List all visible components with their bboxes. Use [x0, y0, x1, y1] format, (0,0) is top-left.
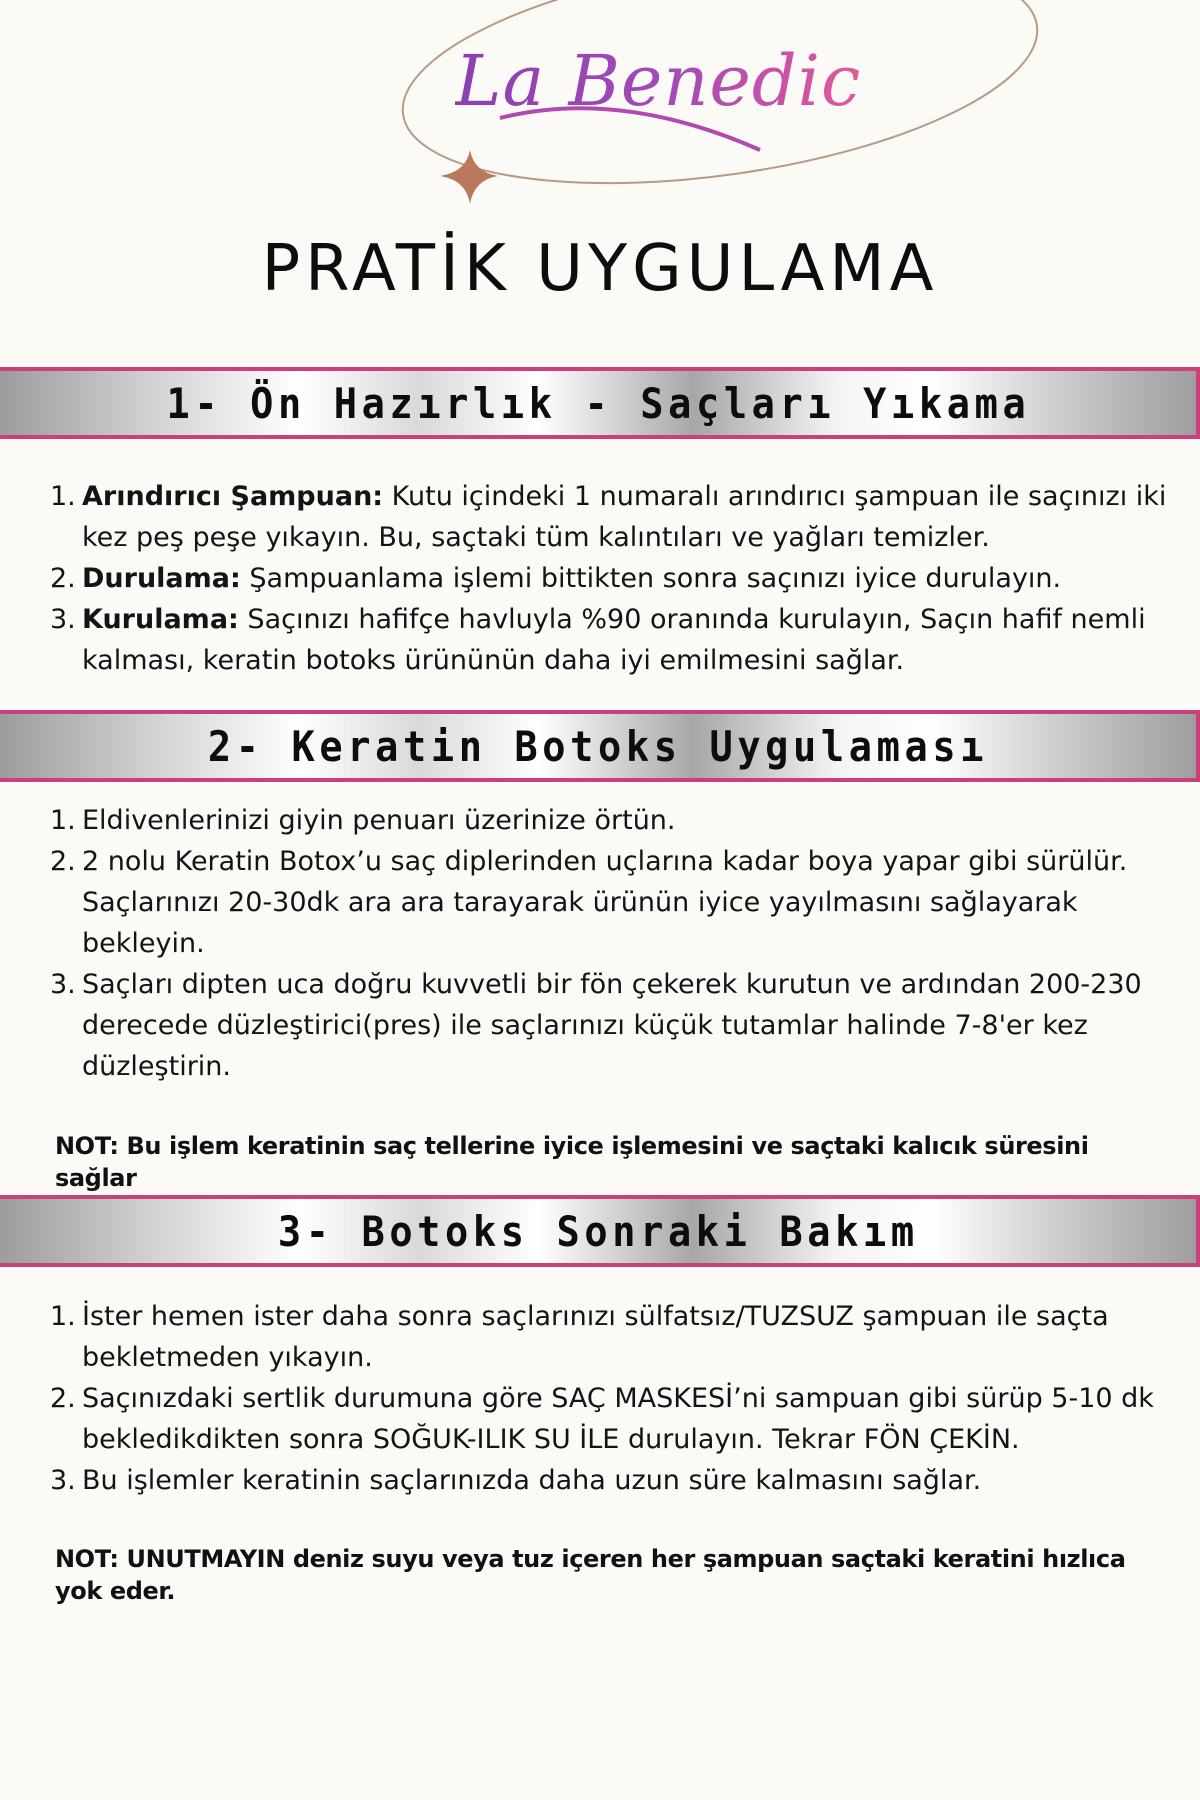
step-text: Şampuanlama işlemi bittikten sonra saçınızı iyice durulayın. — [240, 563, 1062, 594]
list-item — [50, 1460, 1170, 1501]
step-text: 2 nolu Keratin Botox’u saç diplerinden uçlarına kadar boya yapar gibi sürülür. Saçlarınızı 20-30dk ara ara tarayarak ürünün iyice yayılmasını sağlayarak bekleyin. — [82, 846, 1128, 959]
list-item — [50, 800, 1170, 841]
step-text: Kutu içindeki 1 numaralı arındırıcı şampuan ile saçınızı iki kez peş peşe yıkayın. Bu, saçtaki tüm kalıntıları ve yağları temizler. — [82, 481, 1167, 553]
step-number: 2. — [50, 846, 76, 877]
step-text: Saçları dipten uca doğru kuvvetli bir fön çekerek kurutun ve ardından 200-230 derecede düzleştirici(pres) ile saçlarınızı küçük tutamlar halinde 7-8'er kez düzleştirin. — [82, 969, 1142, 1082]
list-item — [50, 558, 1170, 599]
section-3-note: NOT: UNUTMAYIN deniz suyu veya tuz içeren her şampuan saçtaki keratini hızlıca yok eder. — [55, 1545, 1126, 1605]
section-1-title: 1- Ön Hazırlık - Saçları Yıkama — [166, 378, 1030, 428]
page-title: PRATİK UYGULAMA — [261, 232, 939, 306]
section-2-banner — [0, 710, 1200, 782]
step-text: İster hemen ister daha sonra saçlarınızı sülfatsız/TUZSUZ şampuan ile saçta bekletmeden yıkayın. — [82, 1301, 1109, 1373]
list-item — [50, 1378, 1170, 1460]
logo-area — [0, 0, 1200, 230]
step-number: 3. — [50, 604, 76, 635]
section-2-note: NOT: Bu işlem keratinin saç tellerine iyice işlemesini ve saçtaki kalıcık süresini sağlar — [55, 1132, 1089, 1192]
section-3-steps — [50, 1296, 1170, 1501]
list-item — [50, 964, 1170, 1087]
list-item — [50, 599, 1170, 681]
section-3-title: 3- Botoks Sonraki Bakım — [277, 1206, 919, 1256]
section-1-steps — [50, 476, 1170, 681]
step-number: 2. — [50, 563, 76, 594]
step-label: Arındırıcı Şampuan: — [82, 481, 384, 512]
step-number: 1. — [50, 481, 76, 512]
step-label: Durulama: — [82, 563, 241, 594]
list-item — [50, 841, 1170, 964]
section-2-title: 2- Keratin Botoks Uygulaması — [207, 721, 989, 771]
step-text: Bu işlemler keratinin saçlarınızda daha uzun süre kalmasını sağlar. — [82, 1465, 982, 1496]
section-3-banner — [0, 1195, 1200, 1267]
step-number: 3. — [50, 969, 76, 1000]
step-number: 1. — [50, 1301, 76, 1332]
section-1-banner — [0, 367, 1200, 439]
list-item — [50, 476, 1170, 558]
step-text: Eldivenlerinizi giyin penuarı üzerinize örtün. — [82, 805, 676, 836]
step-text: Saçınızdaki sertlik durumuna göre SAÇ MASKESİ’ni sampuan gibi sürüp 5-10 dk bekledikdikten sonra SOĞUK-ILIK SU İLE durulayın. Tekrar FÖN ÇEKİN. — [82, 1383, 1154, 1455]
list-item — [50, 1296, 1170, 1378]
step-number: 1. — [50, 805, 76, 836]
step-text: Saçınızı hafifçe havluyla %90 oranında kurulayın, Saçın hafif nemli kalması, keratin botoks ürününün daha iyi emilmesini sağlar. — [82, 604, 1146, 676]
step-number: 3. — [50, 1465, 76, 1496]
step-number: 2. — [50, 1383, 76, 1414]
brand-logo: La Benedic — [455, 40, 862, 122]
step-label: Kurulama: — [82, 604, 239, 635]
section-2-steps — [50, 800, 1170, 1087]
